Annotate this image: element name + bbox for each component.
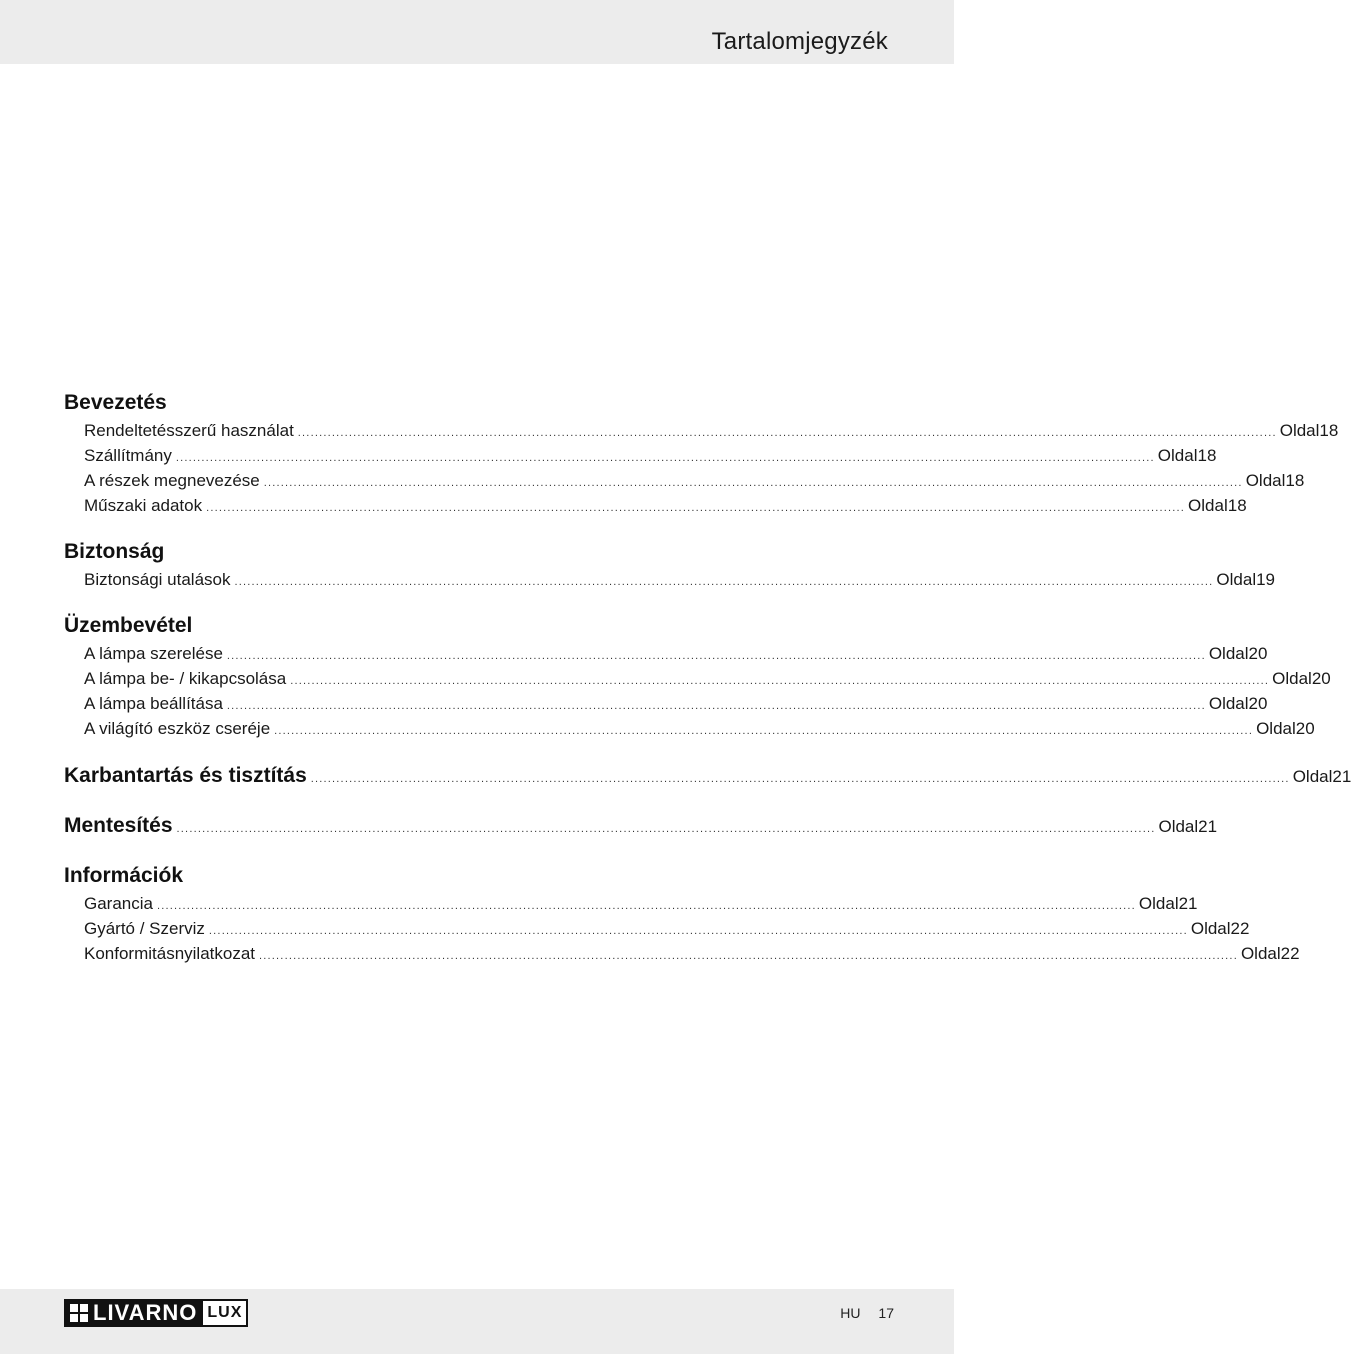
toc-entry-oldal: Oldal	[1158, 817, 1199, 836]
toc-entry[interactable]	[64, 567, 1276, 592]
language-code: HU	[840, 1305, 861, 1321]
toc-section-title: Üzembevétel	[64, 614, 193, 637]
toc-entry-page: 18	[1227, 496, 1247, 515]
toc-entry-oldal: Oldal	[1138, 894, 1179, 913]
toc-entry-page: 21	[1178, 894, 1198, 913]
toc-entry-page: 21	[1198, 817, 1218, 836]
footer-meta	[840, 1305, 894, 1321]
toc-entry-label: Szállítmány	[84, 446, 172, 465]
page-header	[0, 0, 954, 64]
page-footer	[0, 1289, 954, 1354]
toc-entry-page: 22	[1280, 944, 1300, 963]
toc-entry[interactable]	[64, 468, 1305, 493]
toc-entry-oldal: Oldal	[1208, 644, 1249, 663]
toc-entry-oldal: Oldal	[1279, 421, 1320, 440]
toc-entry-oldal: Oldal	[1272, 669, 1312, 688]
toc-entry-label: A világító eszköz cseréje	[84, 719, 271, 738]
dot-leader: ......................................................................................................................................................................................................................................	[274, 725, 1254, 737]
toc-entry-page: 19	[1256, 570, 1276, 589]
toc-section-title: Biztonság	[64, 540, 165, 563]
spacer	[64, 741, 890, 761]
toc-entry[interactable]	[64, 666, 1331, 691]
spacer	[64, 841, 890, 861]
toc-section-title: Információk	[64, 864, 184, 887]
toc-entry[interactable]	[64, 891, 1198, 916]
dot-leader: ......................................................................................................................................................................................................................................	[259, 950, 1238, 962]
dot-leader: ......................................................................................................................................................................................................................................	[206, 502, 1186, 514]
page-title: Tartalomjegyzék	[711, 28, 888, 55]
toc-entry-label: A lámpa be- / kikapcsolása	[84, 669, 287, 688]
toc-entry-oldal: Oldal	[1216, 570, 1257, 589]
dot-leader: ......................................................................................................................................................................................................................................	[234, 576, 1214, 588]
toc-entry-label: Műszaki adatok	[84, 496, 203, 515]
toc-entry-oldal: Oldal	[1188, 496, 1228, 515]
dot-leader: ......................................................................................................................................................................................................................................	[156, 900, 1136, 912]
toc-entry-oldal: Oldal	[1245, 471, 1286, 490]
toc-section-title: Karbantartás és tisztítás	[64, 764, 307, 787]
toc-entry-page: 20	[1311, 669, 1331, 688]
toc-entry-page: 20	[1248, 694, 1268, 713]
toc-section-bevezetes	[64, 388, 1339, 518]
toc-entry-page: 18	[1197, 446, 1217, 465]
toc-entry-page: 22	[1230, 919, 1250, 938]
toc-entry-oldal: Oldal	[1157, 446, 1198, 465]
toc-entry-label: Konformitásnyilatkozat	[84, 944, 256, 963]
toc-entry-label: Garancia	[84, 894, 153, 913]
toc-entry[interactable]	[64, 916, 1250, 941]
toc-entry[interactable]	[64, 493, 1247, 518]
toc-section-uzembevetel	[64, 611, 1331, 741]
toc-entry-label: A lámpa szerelése	[84, 644, 223, 663]
logo-sub: LUX	[201, 1299, 248, 1327]
brand-logo	[64, 1299, 248, 1327]
toc-entry-oldal: Oldal	[1208, 694, 1249, 713]
toc-section-informaciok	[64, 861, 1300, 966]
toc-entry-label: A részek megnevezése	[84, 471, 260, 490]
dot-leader: ......................................................................................................................................................................................................................................	[310, 773, 1290, 785]
toc-section-title: Mentesítés	[64, 814, 173, 837]
page-number: 17	[878, 1305, 894, 1321]
toc-entry-oldal: Oldal	[1240, 944, 1281, 963]
dot-leader: ......................................................................................................................................................................................................................................	[226, 650, 1206, 662]
spacer	[64, 791, 890, 811]
toc-entry-oldal: Oldal	[1292, 767, 1333, 786]
dot-leader: ......................................................................................................................................................................................................................................	[226, 700, 1206, 712]
logo-squares-icon	[70, 1304, 88, 1322]
toc-entry[interactable]	[64, 941, 1300, 966]
toc-entry[interactable]	[64, 716, 1315, 741]
dot-leader: ......................................................................................................................................................................................................................................	[290, 675, 1270, 687]
dot-leader: ......................................................................................................................................................................................................................................	[263, 477, 1243, 489]
dot-leader: ......................................................................................................................................................................................................................................	[297, 427, 1277, 439]
logo-main	[64, 1299, 201, 1327]
dot-leader: ......................................................................................................................................................................................................................................	[176, 823, 1156, 835]
toc-section-mentesites[interactable]	[64, 811, 1218, 841]
toc-entry-label: Rendeltetésszerű használat	[84, 421, 294, 440]
toc-entry[interactable]	[64, 641, 1268, 666]
toc-entry[interactable]	[64, 691, 1268, 716]
toc-entry-oldal: Oldal	[1256, 719, 1296, 738]
toc-entry-page: 21	[1332, 767, 1351, 786]
toc-entry-oldal: Oldal	[1190, 919, 1231, 938]
toc-entry[interactable]	[64, 443, 1217, 468]
toc-entry-page: 18	[1319, 421, 1339, 440]
table-of-contents	[64, 388, 1351, 966]
toc-section-biztonsag	[64, 537, 1276, 592]
toc-section-karbantartas[interactable]	[64, 761, 1351, 791]
dot-leader: ......................................................................................................................................................................................................................................	[175, 452, 1155, 464]
toc-entry-page: 20	[1248, 644, 1268, 663]
toc-entry-label: Gyártó / Szerviz	[84, 919, 205, 938]
logo-brand: LIVARNO	[93, 1300, 198, 1325]
toc-entry-page: 20	[1295, 719, 1315, 738]
dot-leader: ......................................................................................................................................................................................................................................	[208, 925, 1188, 937]
toc-entry-page: 18	[1285, 471, 1305, 490]
toc-entry[interactable]	[64, 418, 1339, 443]
toc-section-title: Bevezetés	[64, 391, 167, 414]
toc-entry-label: Biztonsági utalások	[84, 570, 231, 589]
toc-entry-label: A lámpa beállítása	[84, 694, 223, 713]
